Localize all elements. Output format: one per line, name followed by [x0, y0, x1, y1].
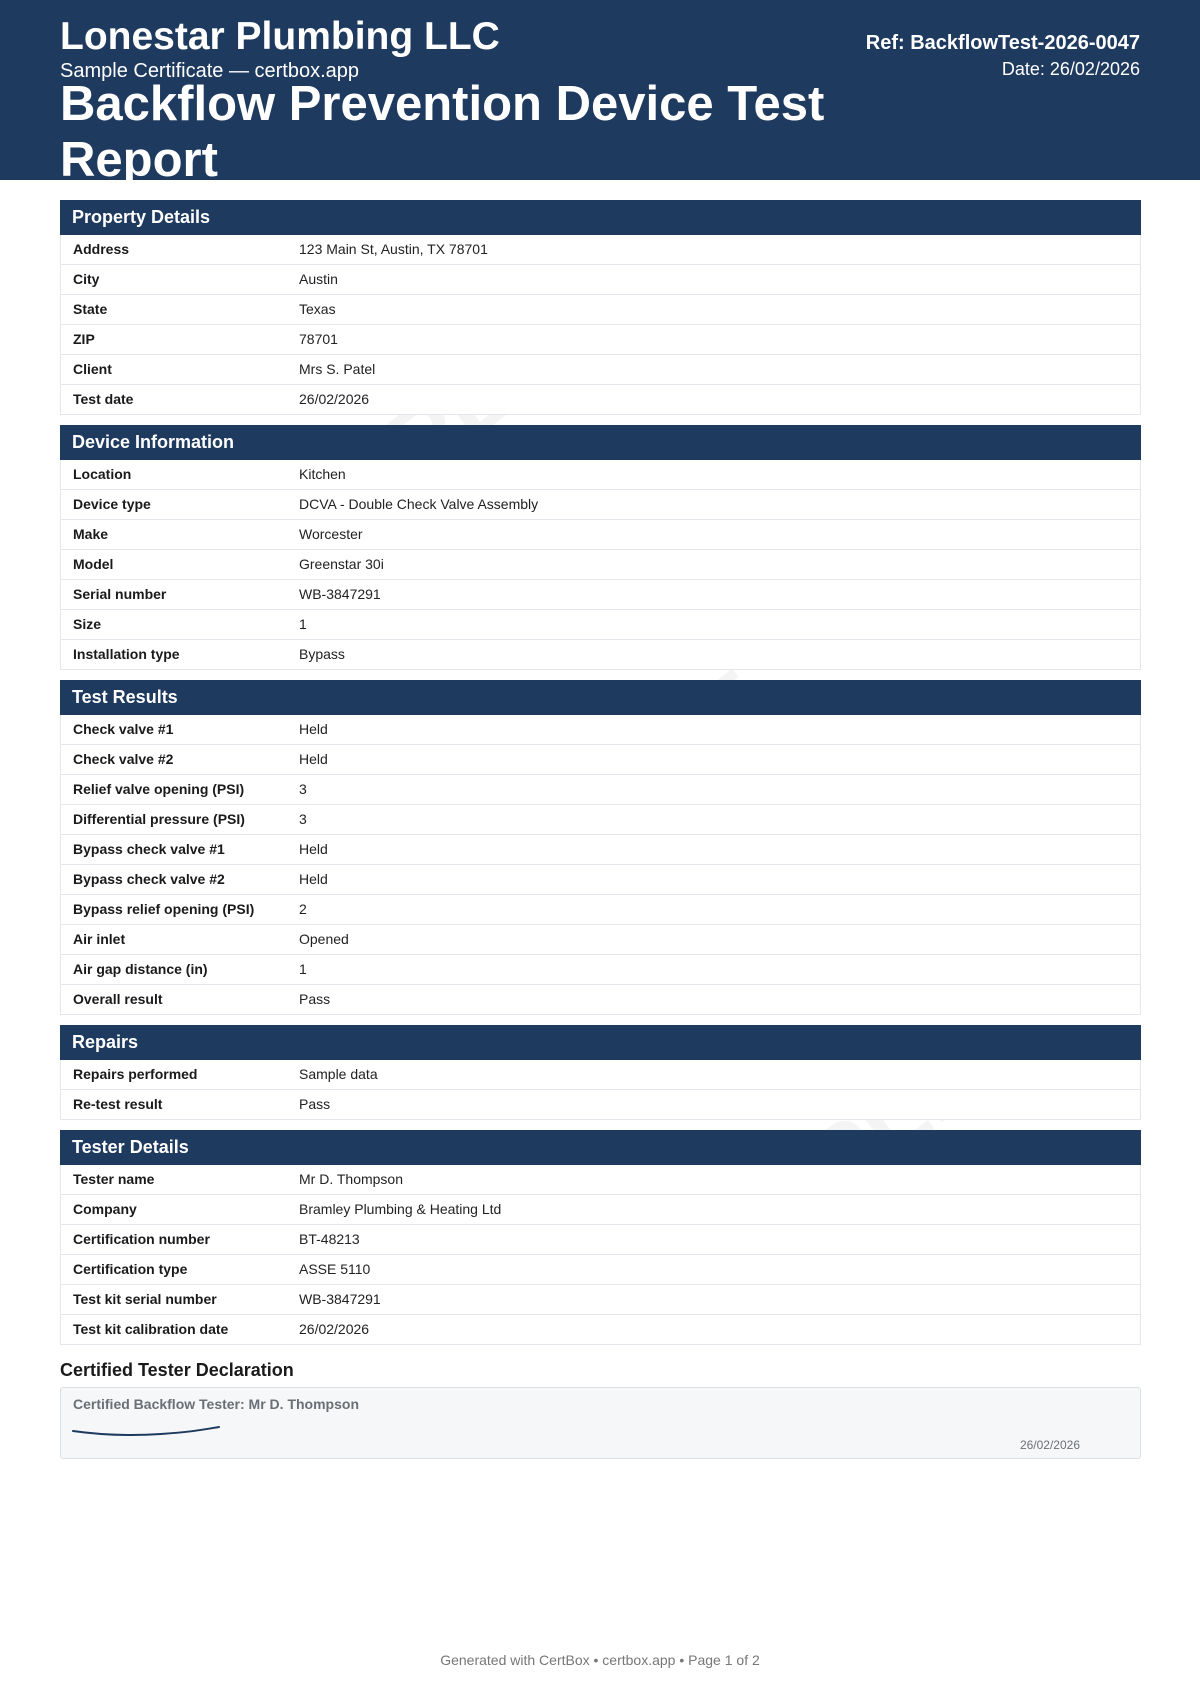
field-label: Make [73, 526, 109, 542]
field-label: Check valve #1 [73, 721, 174, 737]
table-row [60, 1060, 1141, 1090]
table-row [60, 745, 1141, 775]
field-label: Re-test result [73, 1096, 163, 1112]
table-row [60, 1255, 1141, 1285]
field-value: Held [299, 871, 328, 887]
field-value: 26/02/2026 [299, 391, 370, 407]
section-header: Device Information [60, 425, 1141, 460]
field-value: Mrs S. Patel [299, 361, 376, 377]
field-label: Device type [73, 496, 151, 512]
section-header: Tester Details [60, 1130, 1141, 1165]
field-value: Pass [299, 1096, 331, 1112]
table-row [60, 235, 1141, 265]
section-tester-details [60, 1130, 1141, 1345]
field-value: Austin [299, 271, 338, 287]
table-row [60, 490, 1141, 520]
section-rows [60, 460, 1141, 670]
field-value: Texas [299, 301, 336, 317]
declaration-title: Certified Tester Declaration [60, 1360, 294, 1380]
field-label: Serial number [73, 586, 167, 602]
field-value: DCVA - Double Check Valve Assembly [299, 496, 539, 512]
field-label: City [73, 271, 100, 287]
field-value: Bramley Plumbing & Heating Ltd [299, 1201, 502, 1217]
declaration-tester: Certified Backflow Tester: Mr D. Thompson [73, 1396, 359, 1412]
section-header: Test Results [60, 680, 1141, 715]
field-label: Location [73, 466, 132, 482]
field-value: 1 [299, 961, 307, 977]
field-label: Test kit serial number [73, 1291, 217, 1307]
field-value: Mr D. Thompson [299, 1171, 403, 1187]
report-date: Date: 26/02/2026 [1001, 59, 1140, 79]
table-row [60, 460, 1141, 490]
report-content [60, 200, 1141, 1459]
table-row [60, 295, 1141, 325]
table-row [60, 1285, 1141, 1315]
table-row [60, 985, 1141, 1015]
table-row [60, 1090, 1141, 1120]
declaration-date: 26/02/2026 [1019, 1438, 1080, 1452]
field-value: Opened [299, 931, 349, 947]
table-row [60, 355, 1141, 385]
field-label: Test date [73, 391, 134, 407]
page-title: Backflow Prevention Device Test Report [60, 77, 825, 187]
field-label: Address [73, 241, 130, 257]
table-row [60, 1195, 1141, 1225]
section-rows [60, 235, 1141, 415]
field-label: ZIP [73, 331, 95, 347]
field-label: Tester name [73, 1171, 155, 1187]
table-row [60, 520, 1141, 550]
table-row [60, 325, 1141, 355]
field-value: Held [299, 751, 328, 767]
field-value: 3 [299, 781, 307, 797]
table-row [60, 610, 1141, 640]
section-rows [60, 1165, 1141, 1345]
field-label: Certification number [73, 1231, 210, 1247]
field-value: WB-3847291 [299, 1291, 381, 1307]
field-value: Sample data [299, 1066, 378, 1082]
signature [71, 1424, 221, 1438]
table-row [60, 1165, 1141, 1195]
report-header [0, 0, 1200, 187]
field-value: 78701 [299, 331, 338, 347]
field-label: Overall result [73, 991, 163, 1007]
field-label: Bypass check valve #1 [73, 841, 225, 857]
field-value: 26/02/2026 [299, 1321, 370, 1337]
table-row [60, 835, 1141, 865]
field-value: BT-48213 [299, 1231, 360, 1247]
field-value: 3 [299, 811, 307, 827]
field-label: Company [73, 1201, 137, 1217]
field-label: Client [73, 361, 112, 377]
field-value: 123 Main St, Austin, TX 78701 [299, 241, 488, 257]
section-rows [60, 1060, 1141, 1120]
section-device-information [60, 425, 1141, 670]
field-label: Size [73, 616, 102, 632]
field-label: Test kit calibration date [73, 1321, 229, 1337]
field-value: Greenstar 30i [299, 556, 384, 572]
section-rows [60, 715, 1141, 1015]
table-row [60, 265, 1141, 295]
page-footer: Generated with CertBox • certbox.app • Page 1 of 2 [440, 1652, 760, 1668]
section-test-results [60, 680, 1141, 1015]
reference-number: Ref: BackflowTest-2026-0047 [865, 32, 1140, 54]
section-header: Property Details [60, 200, 1141, 235]
certificate-subtitle: Sample Certificate — certbox.app [60, 60, 360, 82]
field-label: Installation type [73, 646, 180, 662]
table-row [60, 925, 1141, 955]
field-label: Bypass check valve #2 [73, 871, 225, 887]
field-label: Bypass relief opening (PSI) [73, 901, 255, 917]
table-row [60, 895, 1141, 925]
section-repairs [60, 1025, 1141, 1120]
table-row [60, 385, 1141, 415]
field-label: Relief valve opening (PSI) [73, 781, 245, 797]
table-row [60, 1315, 1141, 1345]
table-row [60, 805, 1141, 835]
table-row [60, 775, 1141, 805]
section-header: Repairs [60, 1025, 1141, 1060]
field-value: Held [299, 841, 328, 857]
table-row [60, 715, 1141, 745]
field-value: WB-3847291 [299, 586, 381, 602]
table-row [60, 955, 1141, 985]
table-row [60, 865, 1141, 895]
table-row [60, 640, 1141, 670]
field-value: 2 [299, 901, 307, 917]
field-label: Check valve #2 [73, 751, 174, 767]
field-label: Air gap distance (in) [73, 961, 208, 977]
field-value: Bypass [299, 646, 345, 662]
field-label: Model [73, 556, 114, 572]
field-label: State [73, 301, 108, 317]
section-property-details [60, 200, 1141, 415]
field-value: Pass [299, 991, 331, 1007]
field-value: Held [299, 721, 328, 737]
field-value: 1 [299, 616, 307, 632]
field-label: Differential pressure (PSI) [73, 811, 245, 827]
table-row [60, 1225, 1141, 1255]
table-row [60, 580, 1141, 610]
field-label: Certification type [73, 1261, 188, 1277]
field-value: Worcester [299, 526, 363, 542]
field-label: Air inlet [73, 931, 126, 947]
field-label: Repairs performed [73, 1066, 198, 1082]
declaration-box [60, 1387, 1141, 1459]
field-value: Kitchen [299, 466, 346, 482]
field-value: ASSE 5110 [299, 1261, 371, 1277]
company-name: Lonestar Plumbing LLC [60, 15, 500, 58]
table-row [60, 550, 1141, 580]
